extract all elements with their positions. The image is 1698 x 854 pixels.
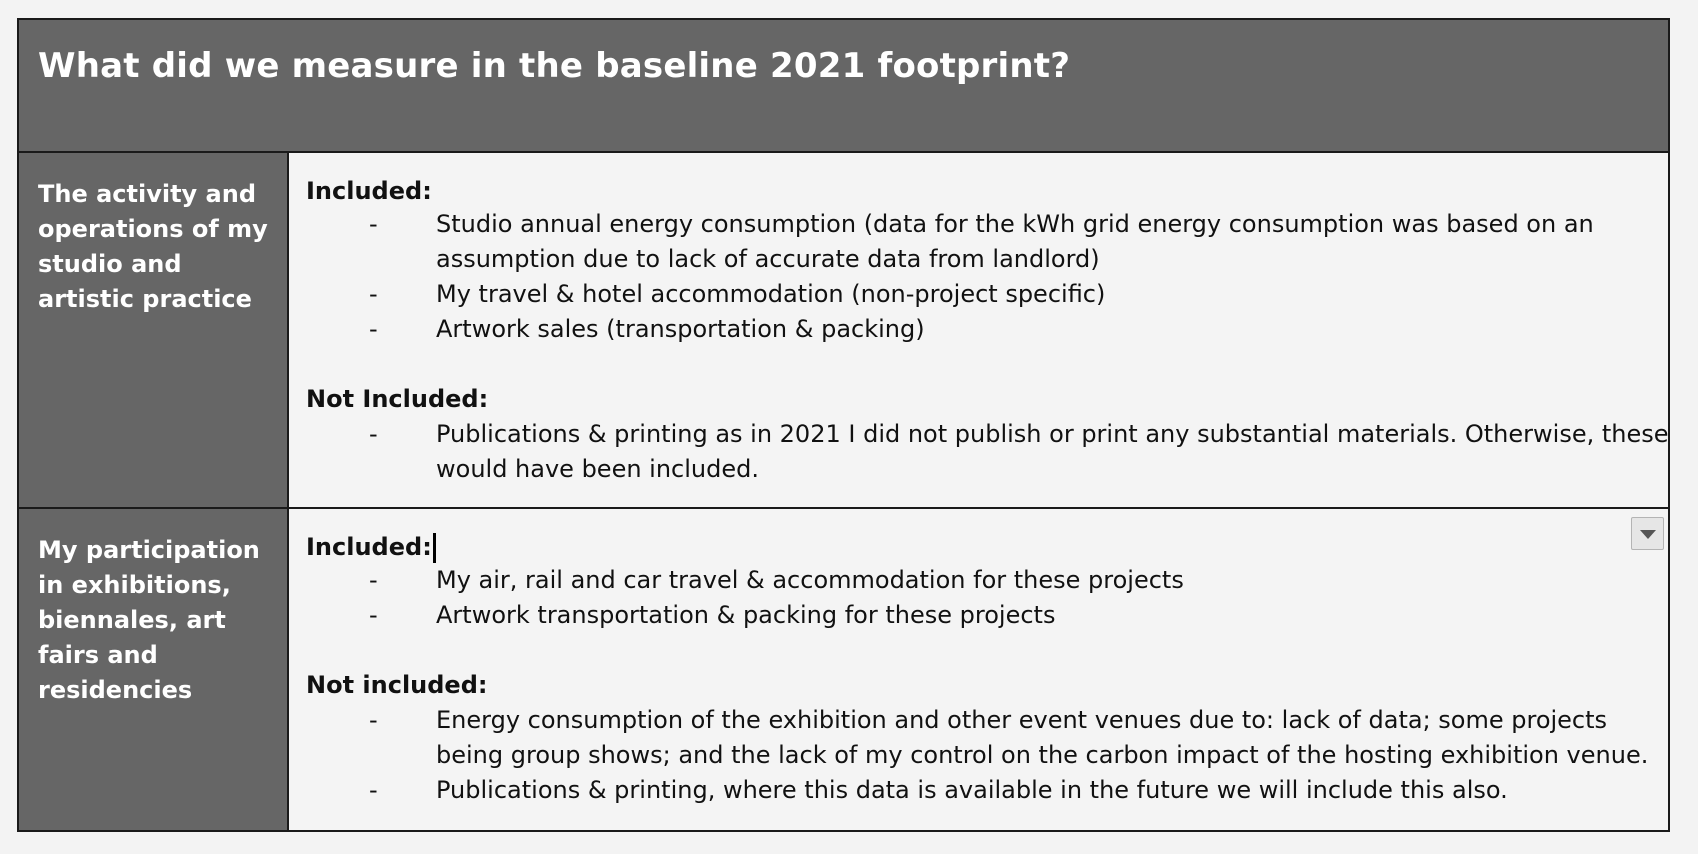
not-included-heading: Not Included: (306, 385, 489, 413)
bullet-dash: - (369, 420, 378, 448)
not-included-heading: Not included: (306, 671, 488, 699)
included-heading: Included: (306, 177, 432, 205)
bullet-dash: - (369, 776, 378, 804)
table-row (19, 153, 1668, 509)
measurement-table (17, 18, 1670, 832)
bullet-dash: - (369, 601, 378, 629)
included-heading: Included: (306, 533, 432, 561)
bullet-dash: - (369, 706, 378, 734)
bullet-dash: - (369, 315, 378, 343)
table-row (19, 509, 1668, 830)
row-label-cell (19, 153, 289, 507)
row-content-cell[interactable] (289, 509, 1668, 830)
row-label: The activity and operations of my studio and artistic practice (38, 180, 268, 313)
row-label-cell (19, 509, 289, 830)
bullet-dash: - (369, 280, 378, 308)
included-heading-wrap (306, 530, 436, 565)
list-item: My air, rail and car travel & accommodation for these projects (436, 566, 1184, 594)
list-item: Artwork sales (transportation & packing) (436, 315, 925, 343)
text-cursor (433, 533, 436, 563)
triangle-down-icon (1640, 530, 1656, 539)
list-item: Studio annual energy consumption (data for the kWh grid energy consumption was based on an assumption due to lack of accurate data from landlord) (436, 210, 1594, 273)
bullet-dash: - (369, 210, 378, 238)
list-item: My travel & hotel accommodation (non-project specific) (436, 280, 1106, 308)
list-item: Energy consumption of the exhibition and other event venues due to: lack of data; some projects being group shows; and the lack of my control on the carbon impact of the hosting exhibition venue. (436, 706, 1649, 769)
table-header (19, 20, 1668, 153)
dropdown-button[interactable] (1631, 517, 1664, 550)
list-item: Artwork transportation & packing for these projects (436, 601, 1056, 629)
bullet-dash: - (369, 566, 378, 594)
row-content-cell[interactable] (289, 153, 1668, 507)
list-item: Publications & printing as in 2021 I did not publish or print any substantial materials. Otherwise, these would have been included. (436, 420, 1669, 483)
list-item: Publications & printing, where this data is available in the future we will include this also. (436, 776, 1508, 804)
table-title: What did we measure in the baseline 2021 footprint? (38, 46, 1071, 86)
row-label: My participation in exhibitions, biennales, art fairs and residencies (38, 536, 260, 704)
